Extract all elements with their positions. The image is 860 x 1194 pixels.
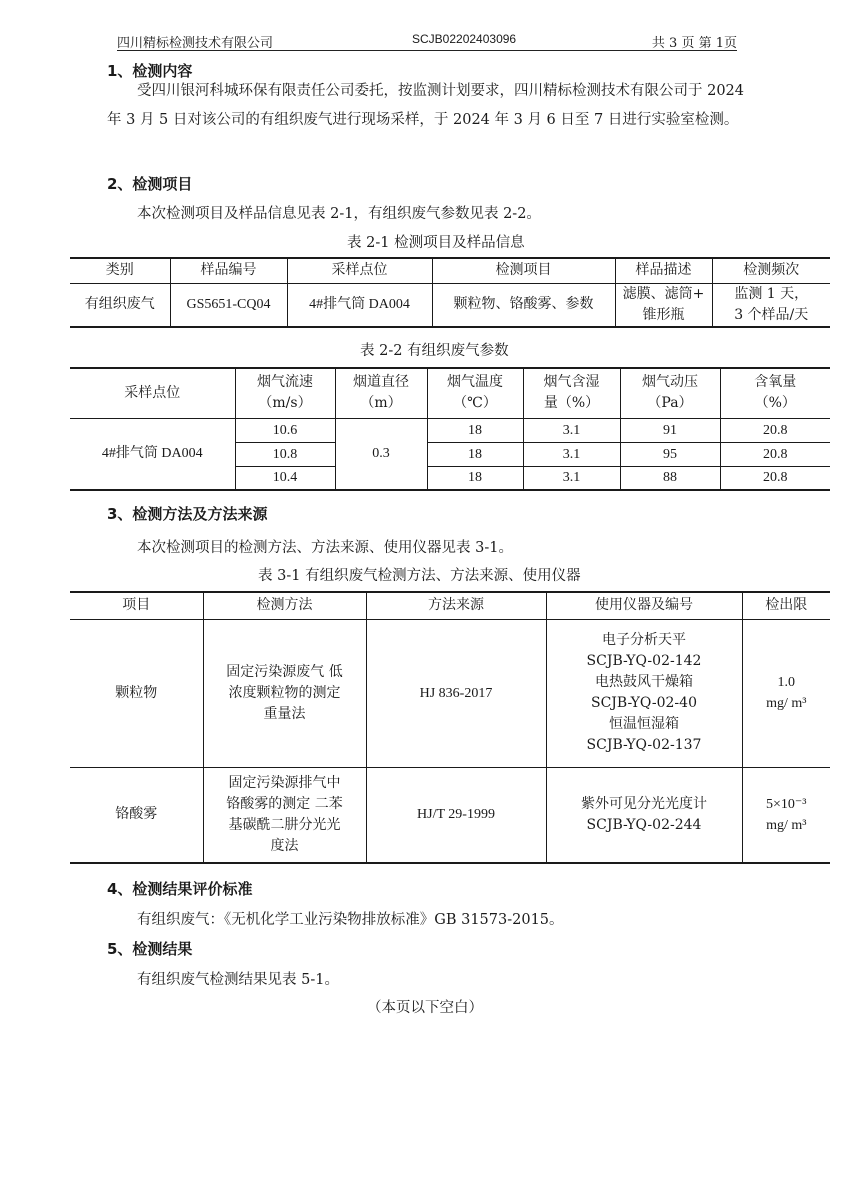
table-header-cell: 检测频次: [712, 258, 830, 283]
table-header-cell: 采样点位: [287, 258, 432, 283]
section-1-paragraph: [107, 77, 747, 135]
table-row: [70, 283, 830, 327]
table-header-cell: 检出限: [742, 592, 830, 619]
table-header-row: [70, 258, 830, 283]
table-cell: 88: [620, 466, 720, 490]
table-header-cell: 样品编号: [170, 258, 287, 283]
table-header-cell: 含氧量 （%）: [720, 368, 830, 418]
table-cell: 固定污染源排气中 铬酸雾的测定 二苯 基碳酰二肼分光光 度法: [203, 767, 366, 863]
section-2-paragraph: 本次检测项目及样品信息见表 2-1，有组织废气参数见表 2-2。: [137, 206, 541, 222]
table-cell: 91: [620, 418, 720, 442]
table-cell: 18: [427, 442, 523, 466]
table-cell: 滤膜、滤筒+ 锥形瓶: [615, 283, 712, 327]
table-header-cell: 方法来源: [366, 592, 546, 619]
table-row: [70, 767, 830, 863]
table-cell: 20.8: [720, 442, 830, 466]
table-cell: 20.8: [720, 418, 830, 442]
blank-below-note: （本页以下空白）: [367, 1000, 483, 1016]
table-cell: 电子分析天平 SCJB-YQ-02-142 电热鼓风干燥箱 SCJB-YQ-02-40 恒温恒湿箱 SCJB-YQ-02-137: [546, 619, 742, 767]
table-header-cell: 烟气温度 （℃）: [427, 368, 523, 418]
section-1-text: 受四川银河科城环保有限责任公司委托，按监测计划要求，四川精标检测技术有限公司于 2024 年 3 月 5 日对该公司的有组织废气进行现场采样，于 2024 年 3 月 6 日至 7 日进行实验室检测。: [107, 83, 745, 128]
table-row: [70, 418, 830, 442]
header-report-code: SCJB02202403096: [412, 32, 517, 46]
table-header-cell: 采样点位: [70, 368, 235, 418]
table-cell: 1.0 mg/ m³: [742, 619, 830, 767]
table-header-cell: 项目: [70, 592, 203, 619]
table-header-cell: 检测方法: [203, 592, 366, 619]
table-header-cell: 烟道直径 （m）: [335, 368, 427, 418]
table-cell: 3.1: [523, 418, 620, 442]
table-header-cell: 烟气流速 （m/s）: [235, 368, 335, 418]
table-2-1: [70, 257, 830, 328]
section-2-title: 2、检测项目: [107, 175, 193, 193]
table-header-cell: 样品描述: [615, 258, 712, 283]
table-cell: 固定污染源废气 低 浓度颗粒物的测定 重量法: [203, 619, 366, 767]
table-cell: 颗粒物: [70, 619, 203, 767]
header-page-number: 共 3 页 第 1页: [651, 36, 737, 51]
table-cell: 95: [620, 442, 720, 466]
table-cell: 10.4: [235, 466, 335, 490]
section-1-title: 1、检测内容: [107, 62, 193, 80]
table-row: [70, 619, 830, 767]
table-header-cell: 烟气动压 （Pa）: [620, 368, 720, 418]
table-cell: HJ/T 29-1999: [366, 767, 546, 863]
table-header-cell: 使用仪器及编号: [546, 592, 742, 619]
section-3-title: 3、检测方法及方法来源: [107, 505, 268, 523]
table-header-row: [70, 368, 830, 418]
table-cell: 5×10⁻³ mg/ m³: [742, 767, 830, 863]
table-cell: 10.8: [235, 442, 335, 466]
table-cell: 铬酸雾: [70, 767, 203, 863]
table-2-1-caption: 表 2-1 检测项目及样品信息: [347, 235, 525, 251]
section-5-paragraph: 有组织废气检测结果见表 5-1。: [137, 972, 339, 988]
table-cell: 18: [427, 466, 523, 490]
diameter-cell: 0.3: [335, 418, 427, 490]
section-4-title: 4、检测结果评价标准: [107, 880, 253, 898]
section-4-paragraph: 有组织废气：《无机化学工业污染物排放标准》GB 31573-2015。: [137, 912, 564, 928]
table-cell: 有组织废气: [70, 283, 170, 327]
table-cell: 10.6: [235, 418, 335, 442]
table-cell: 3.1: [523, 466, 620, 490]
table-cell: GS5651-CQ04: [170, 283, 287, 327]
page-header: [117, 30, 737, 51]
table-2-2-caption: 表 2-2 有组织废气参数: [360, 343, 509, 359]
section-5-title: 5、检测结果: [107, 940, 193, 958]
table-header-cell: 烟气含湿 量（%）: [523, 368, 620, 418]
table-cell: 紫外可见分光光度计 SCJB-YQ-02-244: [546, 767, 742, 863]
table-header-cell: 检测项目: [432, 258, 615, 283]
table-header-cell: 类别: [70, 258, 170, 283]
table-cell: 18: [427, 418, 523, 442]
table-cell: HJ 836-2017: [366, 619, 546, 767]
table-3-1-caption: 表 3-1 有组织废气检测方法、方法来源、使用仪器: [258, 568, 581, 584]
header-company: 四川精标检测技术有限公司: [117, 36, 274, 51]
table-2-2: [70, 367, 830, 491]
table-cell: 颗粒物、铬酸雾、参数: [432, 283, 615, 327]
table-header-row: [70, 592, 830, 619]
table-3-1: [70, 591, 830, 864]
table-cell: 20.8: [720, 466, 830, 490]
sampling-point-cell: 4#排气筒 DA004: [70, 418, 235, 490]
section-3-paragraph: 本次检测项目的检测方法、方法来源、使用仪器见表 3-1。: [137, 540, 513, 556]
table-cell: 监测 1 天， 3 个样品/天: [712, 283, 830, 327]
table-cell: 3.1: [523, 442, 620, 466]
table-cell: 4#排气筒 DA004: [287, 283, 432, 327]
